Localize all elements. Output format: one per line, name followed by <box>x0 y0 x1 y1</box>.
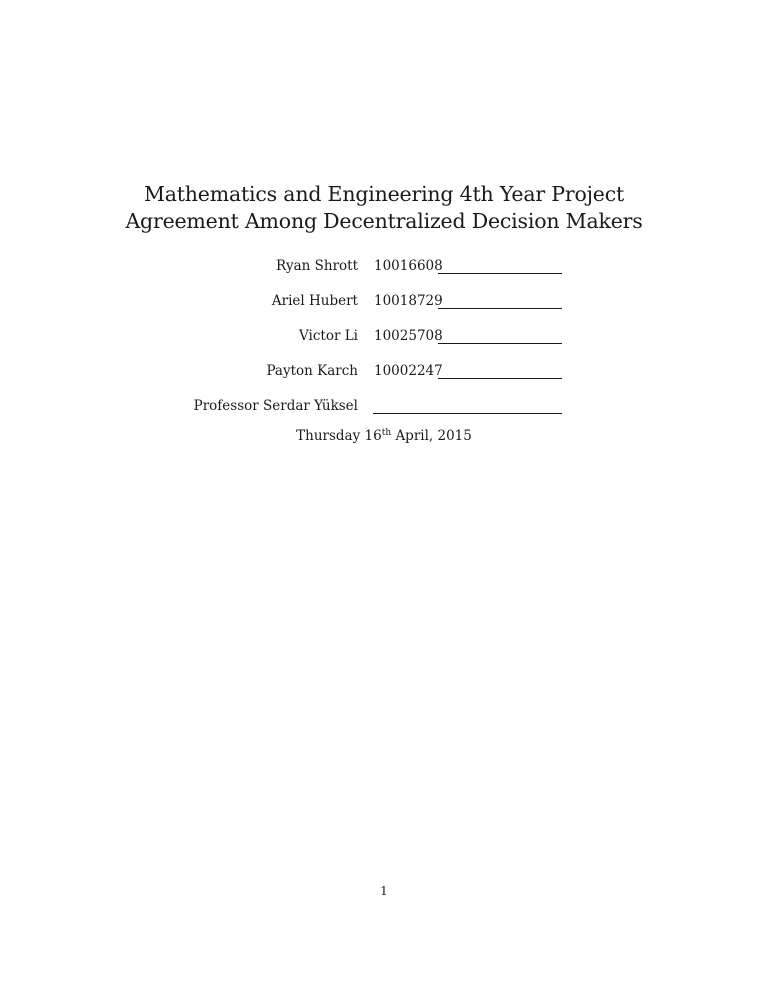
signature-line <box>438 378 562 379</box>
signature-line <box>438 273 562 274</box>
signature-row <box>0 293 768 313</box>
signature-line <box>438 308 562 309</box>
date-day: 16 <box>364 428 382 444</box>
signature-row-supervisor <box>0 398 768 418</box>
signatory-name: Payton Karch <box>266 363 358 379</box>
signature-line <box>438 343 562 344</box>
signatory-name: Ryan Shrott <box>276 258 358 274</box>
student-id: 10018729 <box>374 293 443 309</box>
signature-row <box>0 328 768 348</box>
document-date <box>0 428 768 444</box>
date-weekday: Thursday <box>296 428 361 444</box>
signatory-name: Victor Li <box>299 328 358 344</box>
title-line-1: Mathematics and Engineering 4th Year Project <box>143 182 625 206</box>
signature-row <box>0 258 768 278</box>
supervisor-name: Professor Serdar Yüksel <box>193 398 358 414</box>
student-id: 10016608 <box>374 258 443 274</box>
title-line-2: Agreement Among Decentralized Decision Makers <box>125 209 643 233</box>
page-number: 1 <box>380 884 388 898</box>
date-month-year: April, 2015 <box>395 428 472 444</box>
signature-row <box>0 363 768 383</box>
date-day-suffix: th <box>381 428 392 438</box>
student-id: 10002247 <box>374 363 443 379</box>
signatory-name: Ariel Hubert <box>271 293 358 309</box>
student-id: 10025708 <box>374 328 443 344</box>
signature-line <box>373 413 562 414</box>
